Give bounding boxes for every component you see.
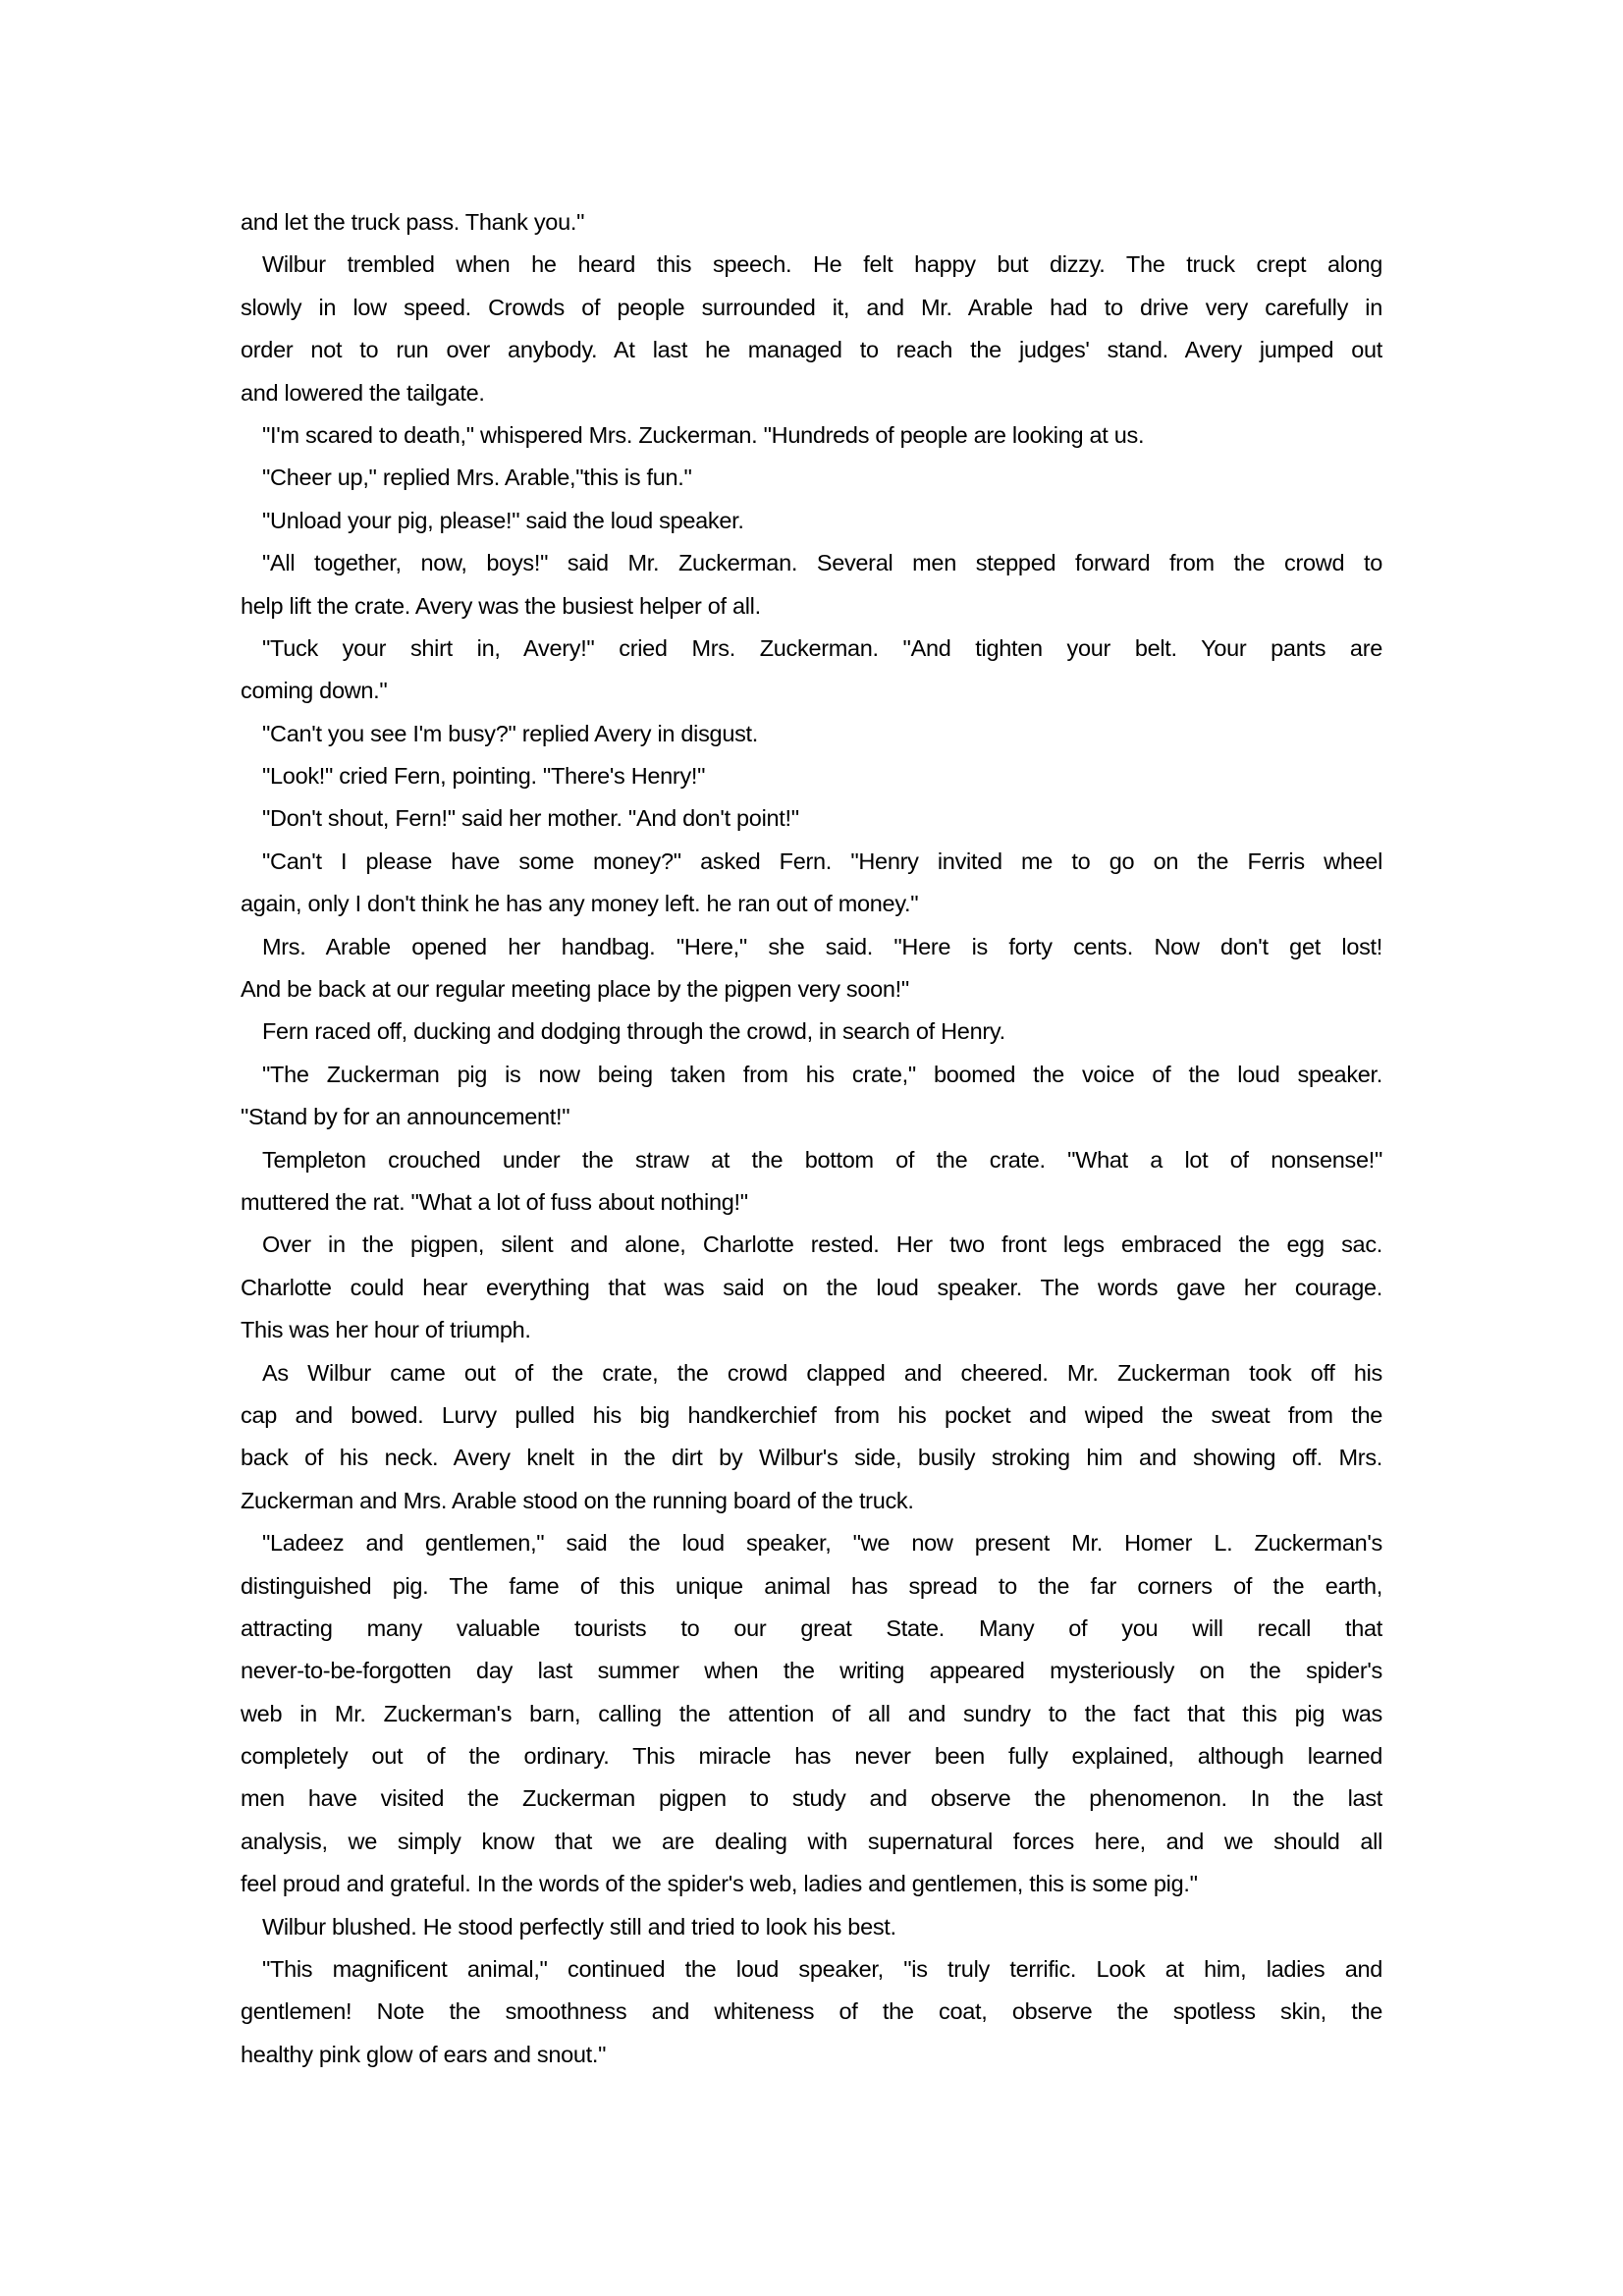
text-block [241,201,1382,2076]
text-line: slowly in low speed. Crowds of people surrounded it, and Mr. Arable had to drive very carefully in [241,294,1382,320]
text-line: Wilbur blushed. He stood perfectly still and tried to look his best. [262,1913,896,1940]
text-line: muttered the rat. "What a lot of fuss about nothing!" [241,1188,748,1215]
text-line: "The Zuckerman pig is now being taken from his crate," boomed the voice of the loud speaker. [262,1061,1382,1087]
text-line: And be back at our regular meeting place by the pigpen very soon!" [241,976,909,1003]
text-line: healthy pink glow of ears and snout." [241,2041,607,2067]
paragraph [241,500,1382,542]
text-line: cap and bowed. Lurvy pulled his big handkerchief from his pocket and wiped the sweat from the [241,1401,1382,1428]
text-line: web in Mr. Zuckerman's barn, calling the attention of all and sundry to the fact that this pig was [241,1700,1382,1726]
text-line: This was her hour of triumph. [241,1317,531,1343]
text-line: "Don't shout, Fern!" said her mother. "And don't point!" [262,805,799,832]
text-line: feel proud and grateful. In the words of the spider's web, ladies and gentlemen, this is some pig." [241,1871,1198,1897]
text-line: distinguished pig. The fame of this unique animal has spread to the far corners of the earth, [241,1572,1382,1599]
text-line: back of his neck. Avery knelt in the dirt by Wilbur's side, busily stroking him and showing off. Mrs. [241,1445,1382,1471]
paragraph [241,841,1382,926]
text-line: "I'm scared to death," whispered Mrs. Zuckerman. "Hundreds of people are looking at us. [262,421,1145,448]
paragraph [241,713,1382,755]
text-line: "Look!" cried Fern, pointing. "There's Henry!" [262,763,706,790]
text-line: again, only I don't think he has any money left. he ran out of money." [241,891,919,917]
text-line: help lift the crate. Avery was the busiest helper of all. [241,592,761,619]
paragraph [241,1054,1382,1139]
text-line: Zuckerman and Mrs. Arable stood on the running board of the truck. [241,1487,914,1513]
paragraph [241,1011,1382,1053]
text-line: men have visited the Zuckerman pigpen to study and observe the phenomenon. In the last [241,1785,1382,1812]
paragraph [241,457,1382,499]
text-line: never-to-be-forgotten day last summer when the writing appeared mysteriously on the spider's [241,1658,1382,1684]
text-line: "All together, now, boys!" said Mr. Zuckerman. Several men stepped forward from the crowd to [262,550,1382,576]
text-line: Fern raced off, ducking and dodging through the crowd, in search of Henry. [262,1018,1005,1045]
text-line: and lowered the tailgate. [241,379,485,406]
paragraph [241,542,1382,628]
text-line: "Can't I please have some money?" asked Fern. "Henry invited me to go on the Ferris wheel [262,847,1382,874]
text-line: order not to run over anybody. At last he managed to reach the judges' stand. Avery jumped out [241,337,1382,363]
text-line: Over in the pigpen, silent and alone, Charlotte rested. Her two front legs embraced the egg sac. [262,1231,1382,1258]
text-line: "Can't you see I'm busy?" replied Avery in disgust. [262,720,758,746]
paragraph [241,755,1382,797]
text-line: completely out of the ordinary. This miracle has never been fully explained, although learned [241,1743,1382,1770]
paragraph [241,1224,1382,1351]
paragraph [241,797,1382,840]
text-line: "Ladeez and gentlemen," said the loud speaker, "we now present Mr. Homer L. Zuckerman's [262,1530,1382,1557]
paragraph [241,1906,1382,1948]
paragraph [241,926,1382,1011]
paragraph [241,414,1382,457]
text-line: Wilbur trembled when he heard this speech. He felt happy but dizzy. The truck crept along [262,251,1382,278]
text-line: analysis, we simply know that we are dealing with supernatural forces here, and we should all [241,1828,1382,1854]
paragraph [241,1948,1382,2076]
paragraph [241,244,1382,414]
text-line: "This magnificent animal," continued the loud speaker, "is truly terrific. Look at him, ladies and [262,1956,1382,1983]
text-line: "Tuck your shirt in, Avery!" cried Mrs. Zuckerman. "And tighten your belt. Your pants are [262,634,1382,661]
text-line: Templeton crouched under the straw at the bottom of the crate. "What a lot of nonsense!" [262,1146,1382,1173]
text-line: "Cheer up," replied Mrs. Arable,"this is fun." [262,465,692,491]
text-line: "Unload your pig, please!" said the loud speaker. [262,507,744,533]
text-line: attracting many valuable tourists to our great State. Many of you will recall that [241,1614,1382,1641]
text-line: "Stand by for an announcement!" [241,1104,570,1130]
text-line: Charlotte could hear everything that was said on the loud speaker. The words gave her courage. [241,1274,1382,1300]
paragraph [241,1352,1382,1523]
text-line: and let the truck pass. Thank you." [241,209,585,235]
paragraph [241,201,1382,244]
text-line: As Wilbur came out of the crate, the crowd clapped and cheered. Mr. Zuckerman took off his [262,1359,1382,1386]
text-line: gentlemen! Note the smoothness and whiteness of the coat, observe the spotless skin, the [241,1998,1382,2025]
paragraph [241,628,1382,713]
text-line: coming down." [241,678,388,704]
paragraph [241,1522,1382,1906]
paragraph [241,1139,1382,1225]
text-line: Mrs. Arable opened her handbag. "Here," she said. "Here is forty cents. Now don't get lost! [262,933,1382,959]
